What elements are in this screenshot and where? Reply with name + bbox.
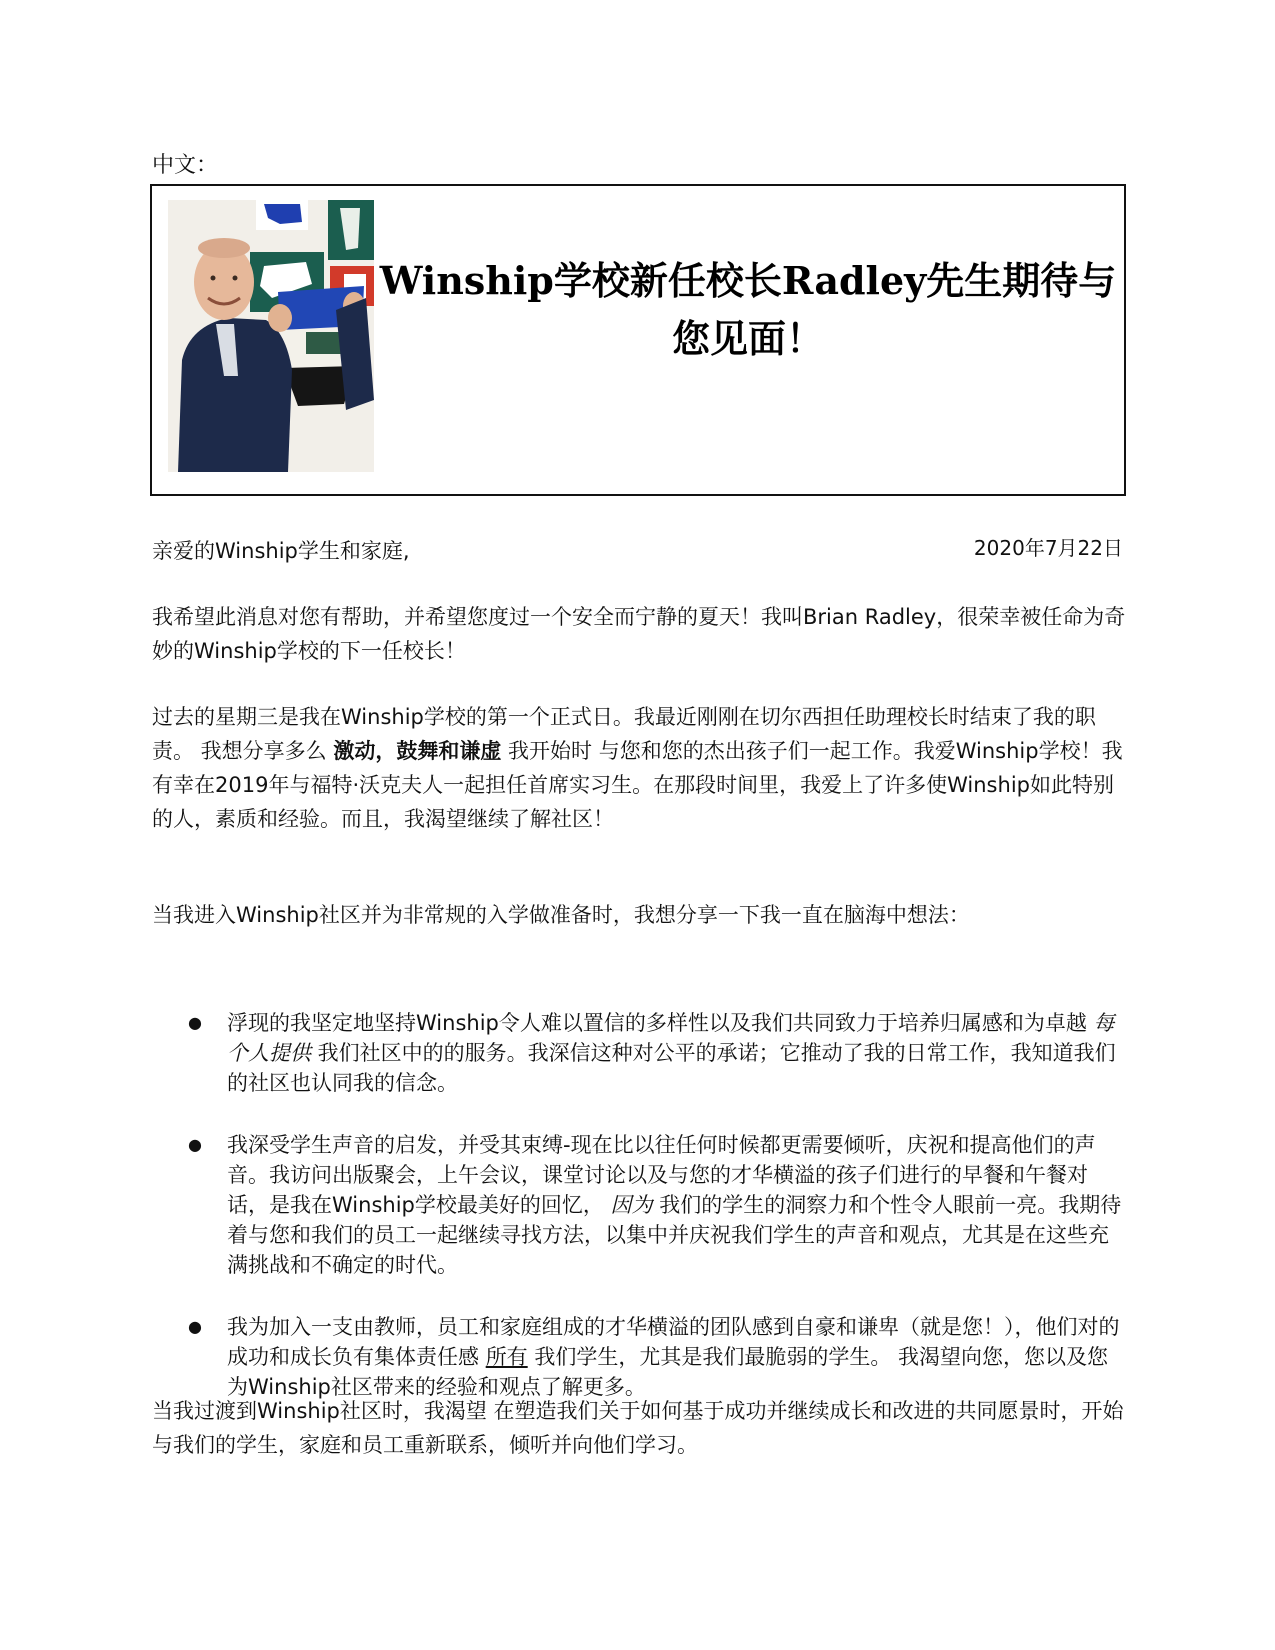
- bullet-3-part-b: 我们学生，尤其是我们最脆弱的学生。 我渴望向您，您以及您为Winship社区带来的经验和观点了解更多。: [227, 1345, 1109, 1399]
- bullet-icon: ●: [188, 1135, 202, 1154]
- paragraph-2-bold: 激动，鼓舞和谦虚: [333, 739, 502, 763]
- paragraph-4: 当我过渡到Winship社区时，我渴望 在塑造我们关于如何基于成功并继续成长和改进的共同愿景时，开始与我们的学生，家庭和员工重新联系，倾听并向他们学习。: [152, 1399, 1124, 1457]
- bullet-item-diversity: [152, 1008, 1127, 1098]
- title-line-2: 您见面！: [671, 316, 824, 361]
- bullet-2-part-a: 我深受学生声音的启发，并受其束缚-现在比以往任何时候都更需要倾听，庆祝和提高他们的声音。我访问出版聚会，上午会议，课堂讨论以及与您的才华横溢的孩子们进行的早餐和午餐对话，是我在Winship学校最美好的回忆，: [227, 1133, 1096, 1217]
- paragraph-3: 当我进入Winship社区并为非常规的入学做准备时，我想分享一下我一直在脑海中想法：: [152, 903, 970, 927]
- salutation: 亲爱的Winship学生和家庭,: [152, 539, 410, 563]
- bullet-icon: ●: [188, 1013, 202, 1032]
- principal-photo: [168, 200, 374, 472]
- letter-date: 2020年7月22日: [973, 536, 1123, 560]
- bullet-icon: ●: [188, 1317, 202, 1336]
- bullet-2-part-b: 我们的学生的洞察力和个性令人眼前一亮。我期待着与您和我们的员工一起继续寻找方法，以集中并庆祝我们学生的声音和观点，尤其是在这些充满挑战和不确定的时代。: [227, 1193, 1122, 1277]
- paragraph-2-part-a: 过去的星期三是我在Winship学校的第一个正式日。我最近刚刚在切尔西担任助理校长时结束了我的职责。 我想分享多么: [152, 705, 1096, 763]
- bullet-2-italic: 因为: [610, 1193, 653, 1217]
- bullet-1-part-b: 我们社区中的的服务。我深信这种对公平的承诺；它推动了我的日常工作，我知道我们的社区也认同我的信念。: [227, 1041, 1116, 1095]
- bullet-1-italic: 每个人提供: [227, 1011, 1115, 1065]
- bullet-3-underline: 所有: [485, 1345, 528, 1369]
- page-title: [378, 252, 1118, 368]
- title-line-1: Winship学校新任校长Radley先生期待与: [379, 258, 1117, 303]
- bullet-list: [152, 1008, 1127, 1402]
- bullet-item-student-voice: [152, 1130, 1127, 1280]
- bullet-item-team: [152, 1312, 1127, 1402]
- bullet-1-part-a: 浮现的我坚定地坚持Winship令人难以置信的多样性以及我们共同致力于培养归属感和为卓越: [227, 1011, 1094, 1035]
- paragraph-2-part-b: 我开始时 与您和您的杰出孩子们一起工作。我爱Winship学校！我有幸在2019年与福特·沃克夫人一起担任首席实习生。在那段时间里，我爱上了许多使Winship如此特别的人，素质和经验。而且，我渴望继续了解社区！: [152, 739, 1123, 831]
- bullet-3-part-a: 我为加入一支由教师，员工和家庭组成的才华横溢的团队感到自豪和谦卑（就是您！），他们对的成功和成长负有集体责任感: [227, 1315, 1120, 1369]
- paragraph-2: [152, 700, 1127, 836]
- language-label: 中文：: [152, 153, 219, 178]
- paragraph-1: 我希望此消息对您有帮助，并希望您度过一个安全而宁静的夏天！我叫Brian Radley，很荣幸被任命为奇妙的Winship学校的下一任校长！: [152, 605, 1126, 663]
